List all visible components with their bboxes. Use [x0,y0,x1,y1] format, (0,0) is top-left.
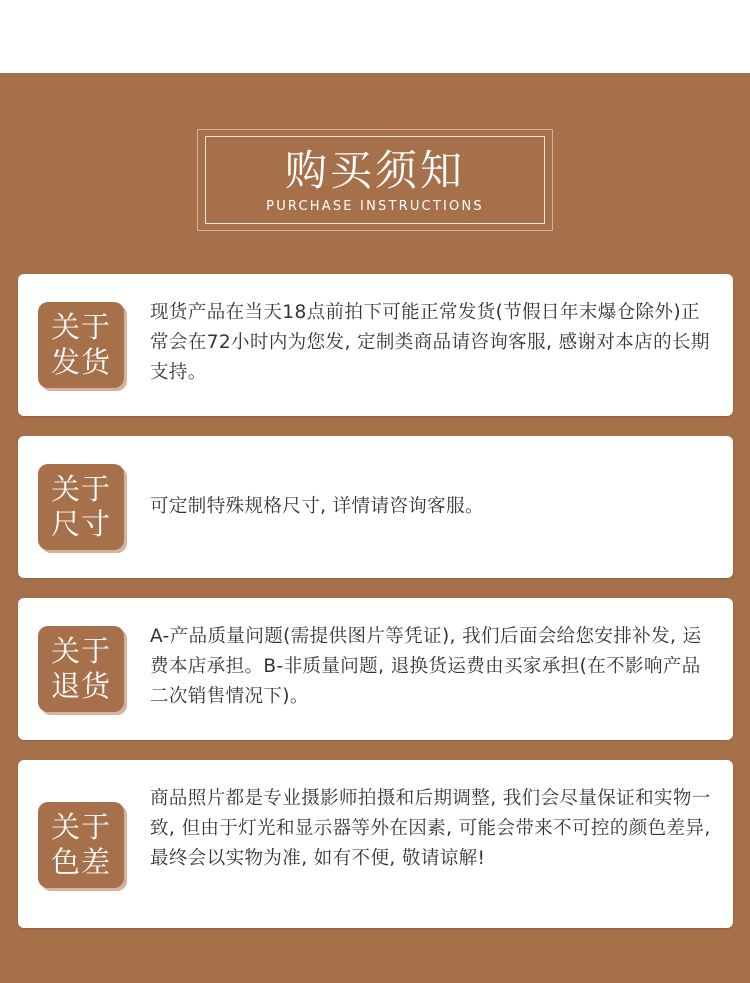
badge-line2: 色差 [50,845,111,879]
size-text: 可定制特殊规格尺寸, 详情请咨询客服。 [150,496,484,517]
return-text: A-产品质量问题(需提供图片等凭证), 我们后面会给您安排补发, 运费本店承担。B-非质量问题, 退换货运费由买家承担(在不影响产品二次销售情况下)。 [150,626,702,707]
badge-line1: 关于 [50,810,111,844]
badge-line2: 发货 [50,345,111,379]
badge-line1: 关于 [50,472,111,506]
page-title: 购买须知 [284,146,465,195]
return-card [18,598,733,740]
size-badge [38,464,124,550]
shipping-card [18,274,733,416]
color-difference-text: 商品照片都是专业摄影师拍摄和后期调整, 我们会尽量保证和实物一致, 但由于灯光和显示器等外在因素, 可能会带来不可控的颜色差异, 最终会以实物为准, 如有不便, 敬请谅解! [150,788,711,869]
badge-line2: 尺寸 [50,507,111,541]
shipping-text: 现货产品在当天18点前拍下可能正常发货(节假日年末爆仓除外)正常会在72小时内为您发, 定制类商品请咨询客服, 感谢对本店的长期支持。 [150,302,710,383]
size-card [18,436,733,578]
badge-line1: 关于 [50,634,111,668]
badge-line1: 关于 [50,310,111,344]
page-subtitle: PURCHASE INSTRUCTIONS [266,199,484,214]
color-difference-badge [38,802,124,888]
color-difference-card [18,760,733,928]
badge-line2: 退货 [50,669,111,703]
title-block [205,136,545,224]
shipping-badge [38,302,124,388]
return-badge [38,626,124,712]
